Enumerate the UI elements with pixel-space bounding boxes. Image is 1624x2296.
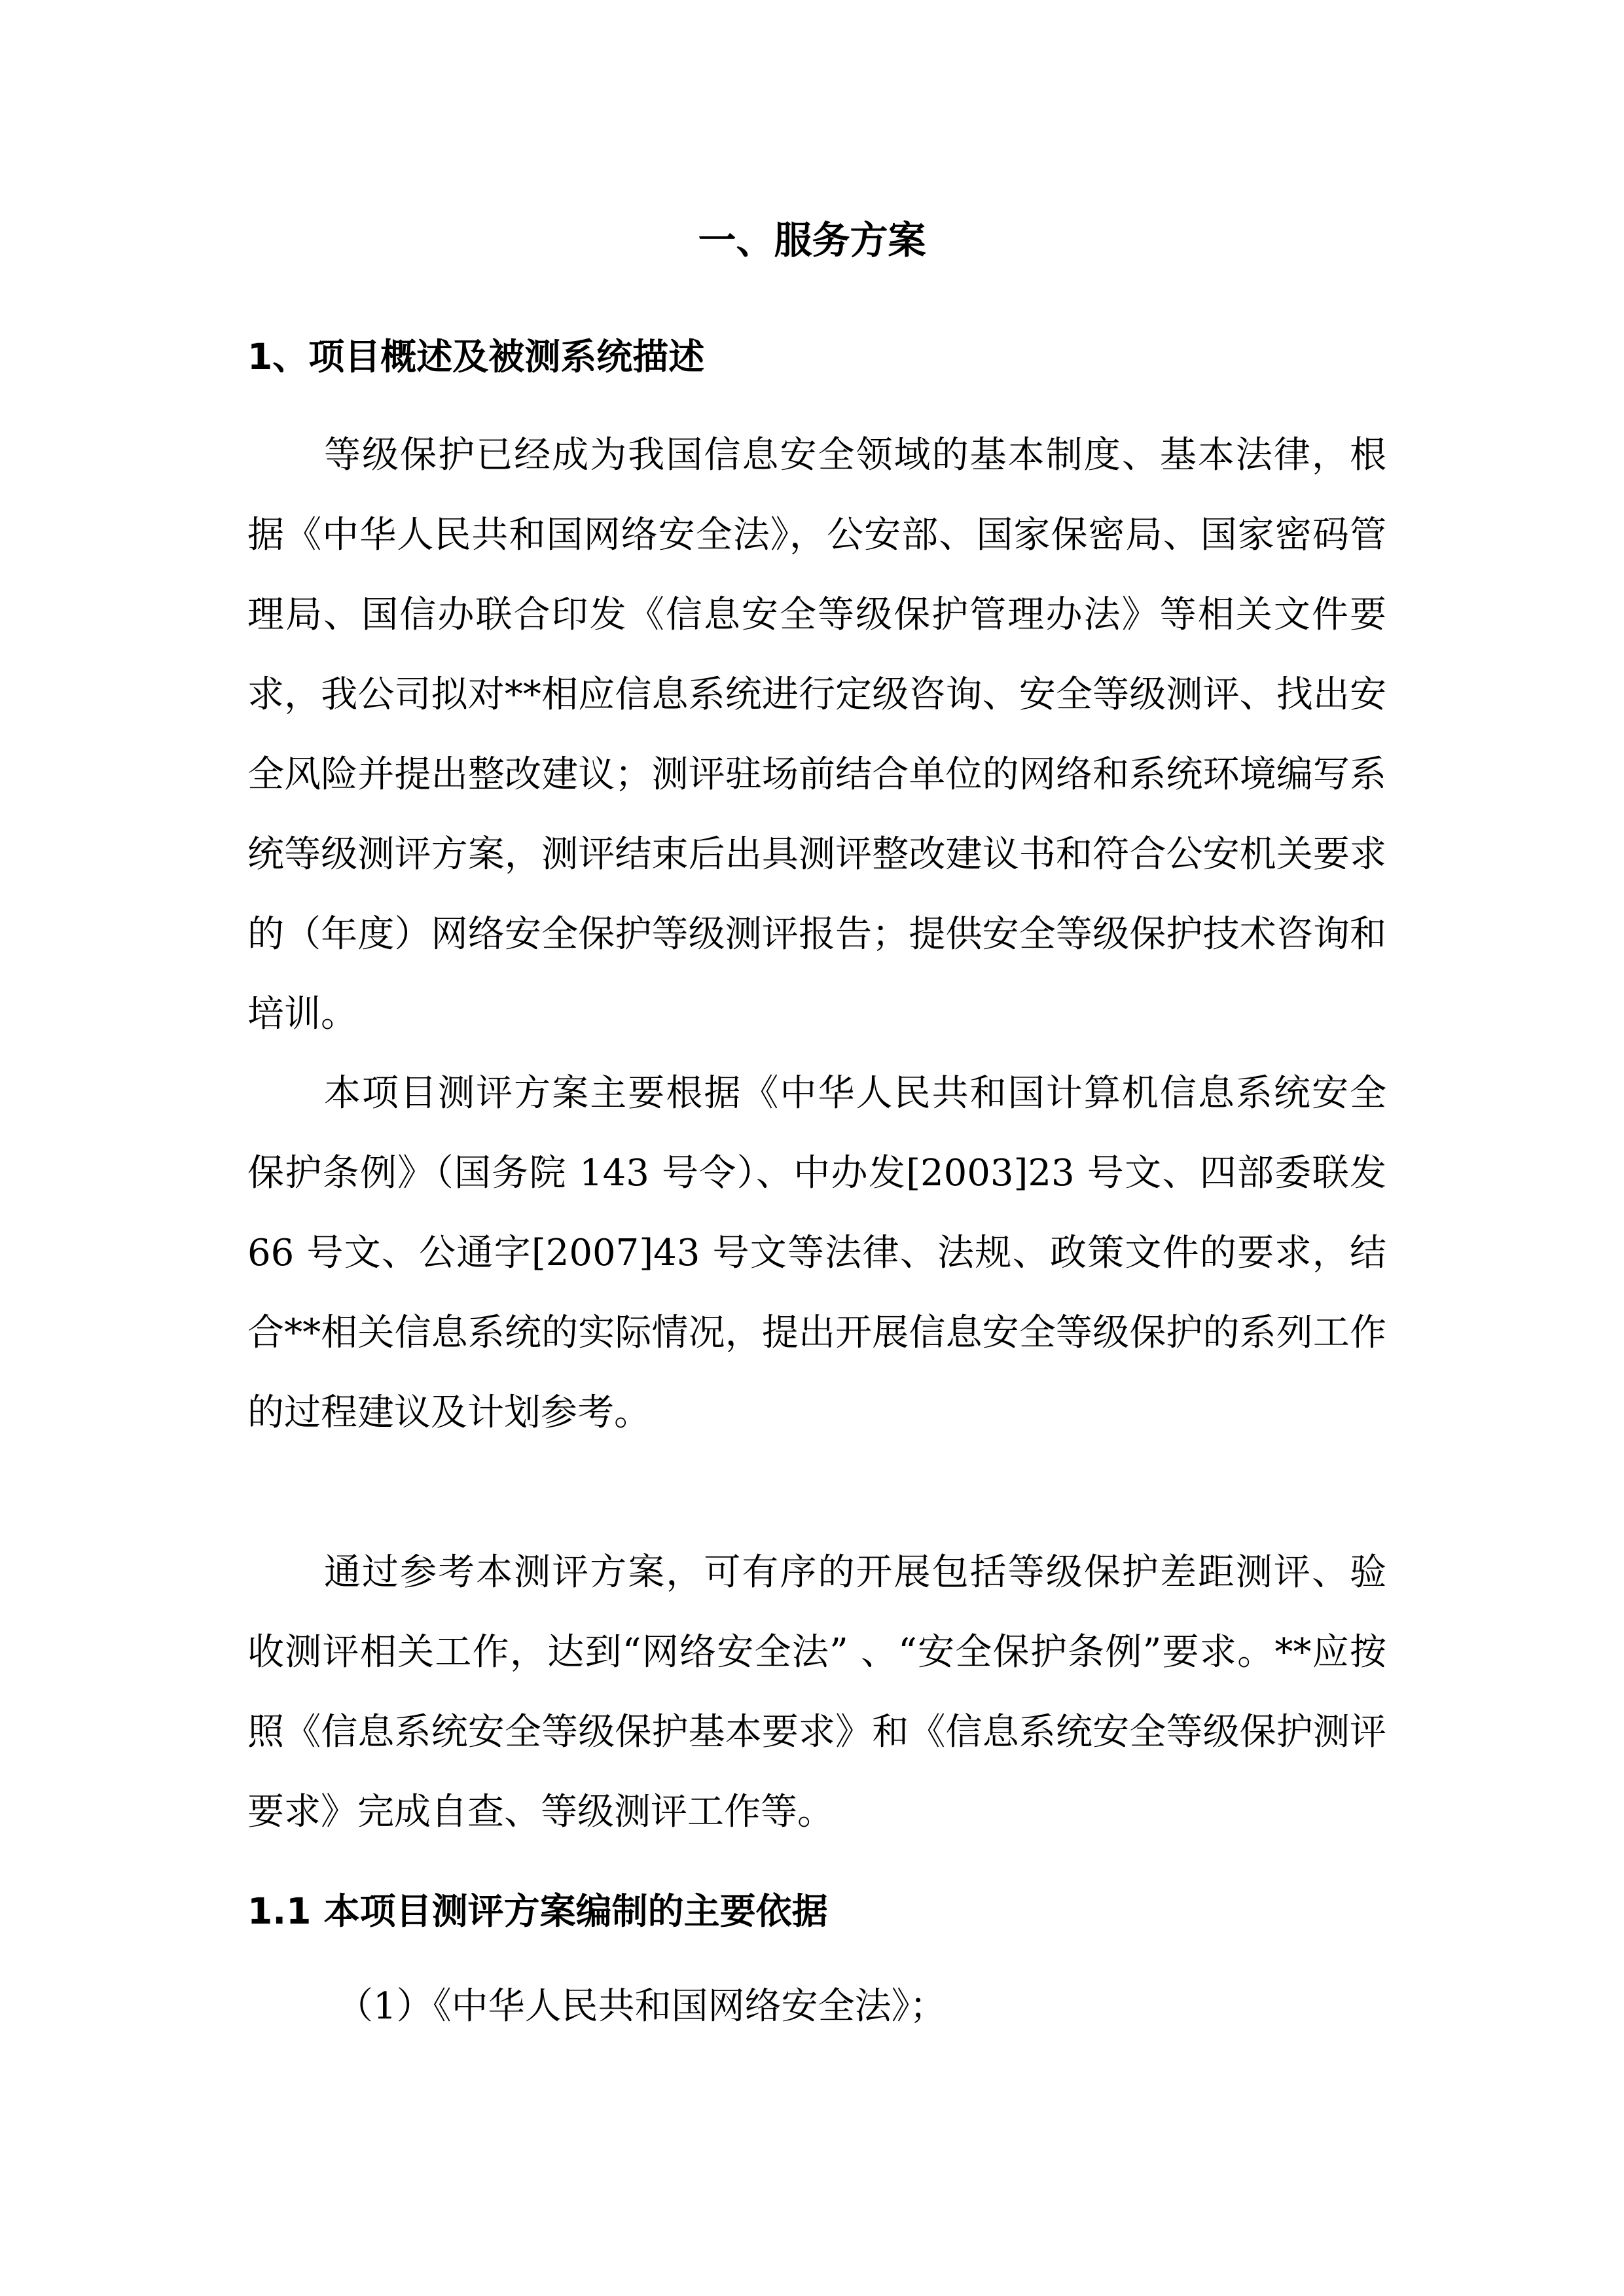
section-1-1-heading: 1.1 本项目测评方案编制的主要依据 [247,1890,828,1932]
section-1-heading: 1、项目概述及被测系统描述 [247,336,705,378]
reference-paragraph: 通过参考本测评方案，可有序的开展包括等级保护差距测评、验收测评相关工作，达到“网络安全法” 、“安全保护条例”要求。**应按照《信息系统安全等级保护基本要求》和《信息系统安全等级保护测评要求》完成自查、等级测评工作等。 [247,1551,1386,1833]
overview-paragraph: 等级保护已经成为我国信息安全领域的基本制度、基本法律，根据《中华人民共和国网络安全法》，公安部、国家保密局、国家密码管理局、国信办联合印发《信息安全等级保护管理办法》等相关文件要求，我公司拟对**相应信息系统进行定级咨询、安全等级测评、找出安全风险并提出整改建议；测评驻场前结合单位的网络和系统环境编写系统等级测评方案，测评结束后出具测评整改建议书和符合公安机关要求的（年度）网络安全保护等级测评报告；提供安全等级保护技术咨询和培训。 [247,434,1386,1035]
basis-list-item: （1）《中华人民共和国网络安全法》； [336,1985,947,2028]
document-title: 一、服务方案 [698,218,926,262]
basis-paragraph: 本项目测评方案主要根据《中华人民共和国计算机信息系统安全保护条例》（国务院 143 号令）、中办发[2003]23 号文、四部委联发 66 号文、公通字[2007]43 号文等法律、法规、政策文件的要求，结合**相关信息系统的实际情况，提出开展信息安全等级保护的系列工作的过程建议及计划参考。 [247,1072,1386,1434]
